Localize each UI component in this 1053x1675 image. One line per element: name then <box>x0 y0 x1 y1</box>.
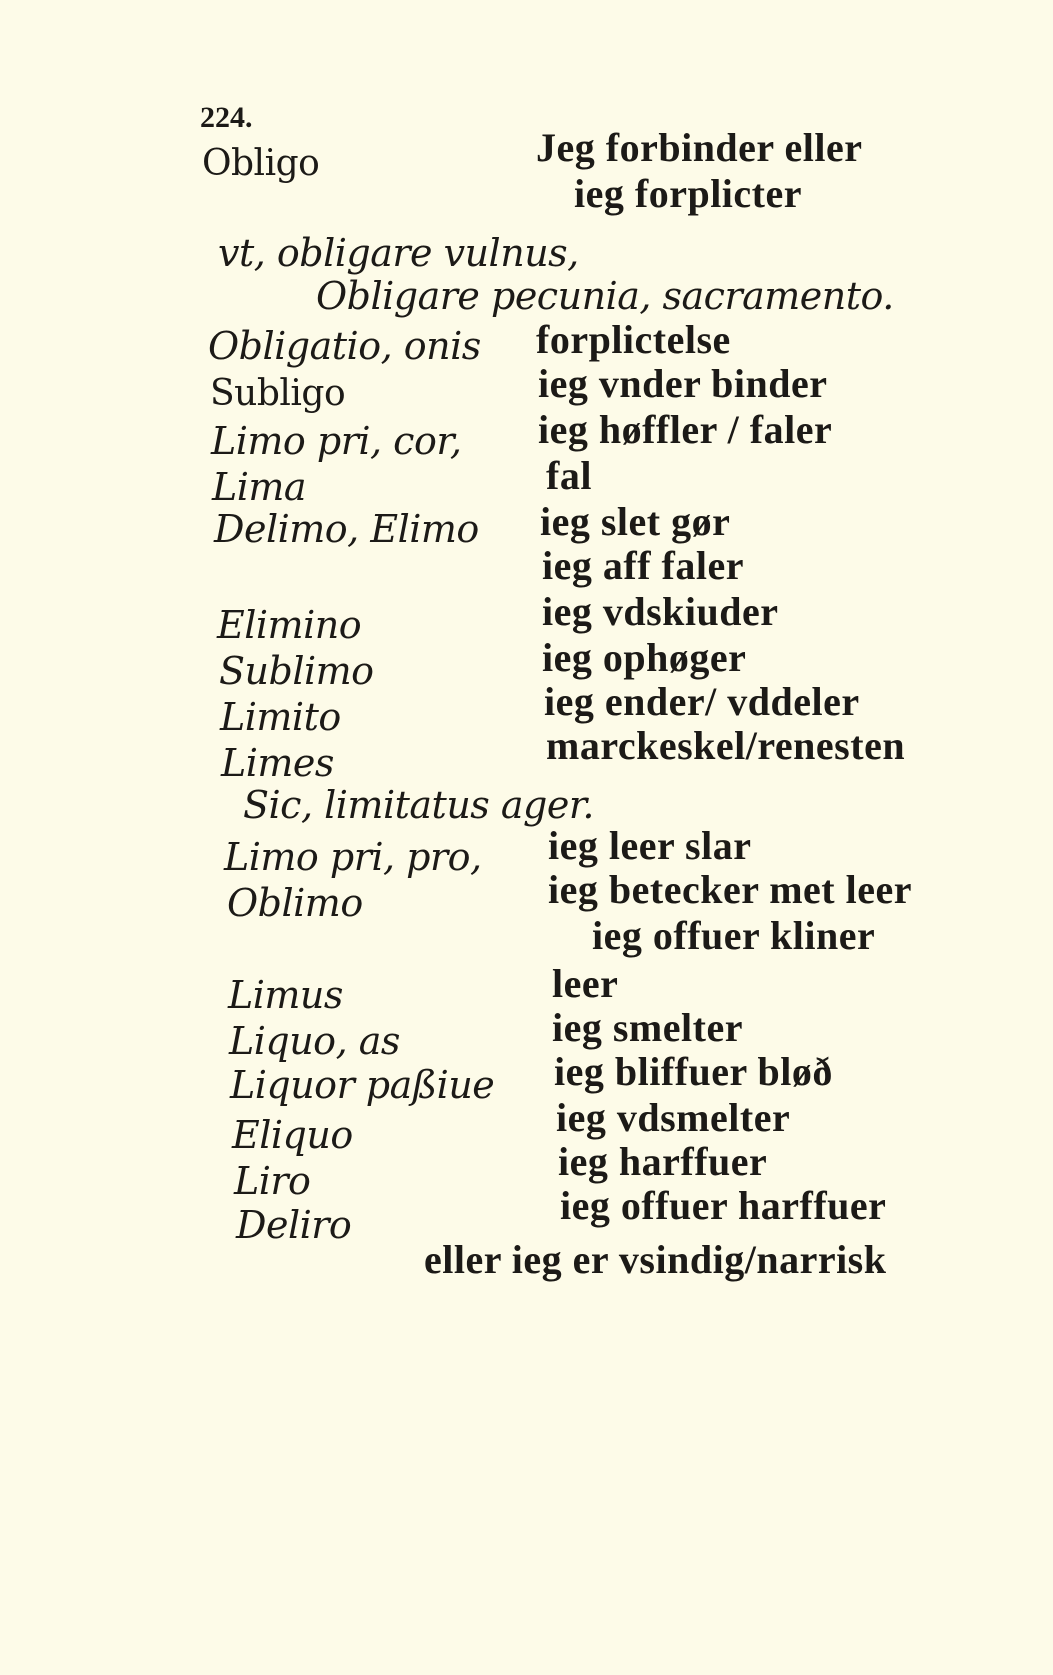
danish-translation: ieg vnder binder <box>538 361 828 406</box>
latin-term: Obligatio, onis <box>208 324 481 368</box>
danish-translation: Jeg forbinder eller <box>536 125 863 170</box>
latin-term: Limus <box>228 973 343 1017</box>
latin-term: Liquor paßiue <box>230 1063 495 1107</box>
danish-translation: ieg offuer harffuer <box>560 1183 887 1228</box>
latin-term: Limo pri, cor, <box>211 419 462 463</box>
danish-translation: forplictelse <box>536 317 731 362</box>
latin-term: Liquo, as <box>229 1019 400 1063</box>
page-number: 224. <box>200 101 253 134</box>
danish-translation: marckeskel/renesten <box>546 723 906 768</box>
danish-translation: ieg forplicter <box>574 171 802 216</box>
latin-phrase: vt, obligare vulnus, <box>218 231 579 275</box>
danish-translation: ieg slet gør <box>540 499 731 544</box>
latin-term: Liro <box>234 1159 311 1203</box>
danish-translation: ieg betecker met leer <box>548 867 912 912</box>
danish-translation: ieg offuer kliner <box>592 913 876 958</box>
latin-phrase: Sic, limitatus ager. <box>243 783 594 827</box>
danish-translation: ieg leer slar <box>548 823 752 868</box>
latin-phrase: Obligare pecunia, sacramento. <box>316 274 894 318</box>
danish-translation: ieg vdsmelter <box>556 1095 791 1140</box>
danish-translation: ieg smelter <box>552 1005 743 1050</box>
latin-term: Eliquo <box>232 1113 353 1157</box>
latin-term: Subligo <box>210 373 346 414</box>
danish-translation: fal <box>546 453 592 498</box>
latin-term: Sublimo <box>219 649 374 693</box>
danish-translation: ieg ophøger <box>542 635 747 680</box>
latin-term: Limes <box>221 741 334 785</box>
danish-translation: ieg aff faler <box>542 543 744 588</box>
latin-term: Elimino <box>217 603 362 647</box>
latin-term: Delimo, Elimo <box>214 507 479 551</box>
latin-term: Lima <box>212 465 307 509</box>
danish-translation: ieg harffuer <box>558 1139 768 1184</box>
latin-term: Limo pri, pro, <box>224 835 482 879</box>
danish-translation: eller ieg er vsindig/narrisk <box>424 1237 887 1282</box>
latin-term: Oblimo <box>227 881 363 925</box>
latin-term: Obligo <box>202 143 320 184</box>
danish-translation: leer <box>552 961 619 1006</box>
latin-term: Deliro <box>236 1203 352 1247</box>
danish-translation: ieg bliffuer bløð <box>554 1049 833 1094</box>
danish-translation: ieg vdskiuder <box>542 589 779 634</box>
danish-translation: ieg ender/ vddeler <box>544 679 860 724</box>
danish-translation: ieg høffler / faler <box>538 407 833 452</box>
latin-term: Limito <box>220 695 341 739</box>
